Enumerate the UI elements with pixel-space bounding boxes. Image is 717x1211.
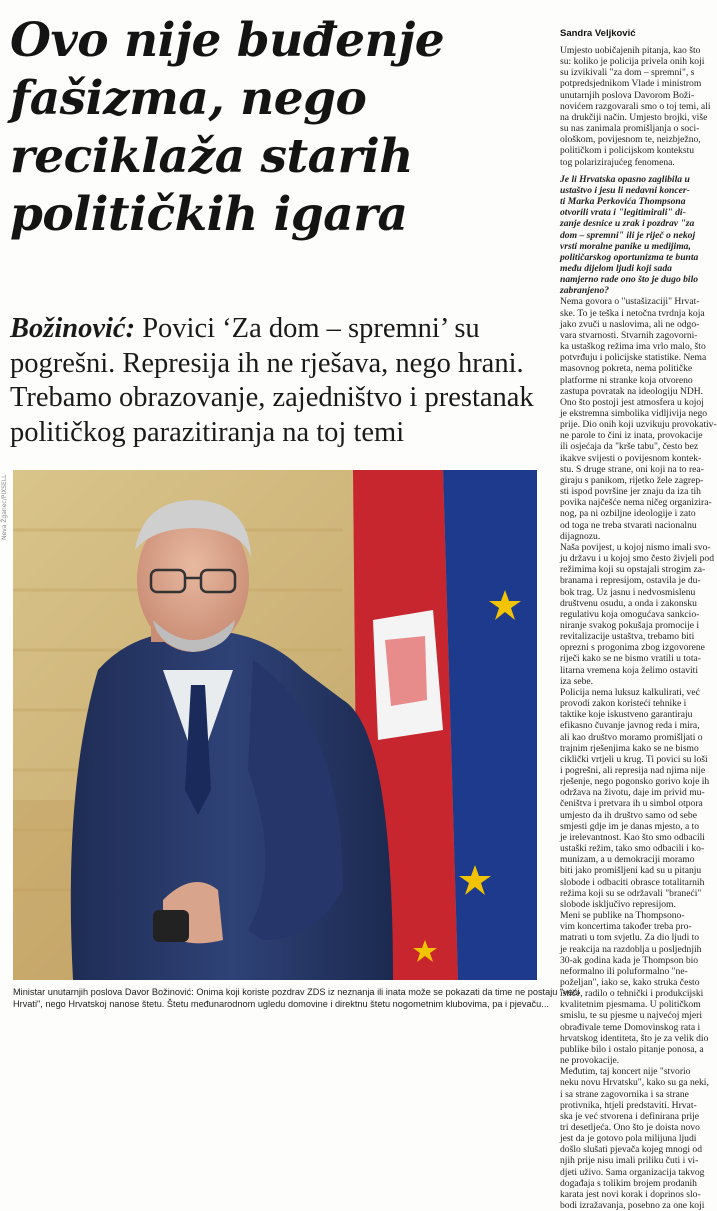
article-line: litarna vremena koja želimo ostaviti xyxy=(560,664,698,676)
article-line: i pogrešni, ali represija nad njima nije xyxy=(560,765,706,776)
article-line: otvorili vrata i "legitimirali" di- xyxy=(560,207,686,219)
article-line: među dijelom ljudi koji sada xyxy=(560,262,672,274)
article-line: platforme ni stranke koja otvoreno xyxy=(560,374,693,386)
article-line: ne parole to čini iz inata, provokacije xyxy=(560,430,703,442)
article-line: riječi kako se ne bismo vratili u tota- xyxy=(560,653,701,665)
article-line: povika najčešće nema ničeg organizira- xyxy=(560,497,712,509)
article-line: biti jako promišljeni kad su u pitanju xyxy=(560,865,702,877)
article-line: vrsti moralne panike u medijima, xyxy=(560,240,691,252)
article-line: čeništva i pretvara ih u simbol otpora xyxy=(560,798,703,810)
article-line: zanje desnice u zrak i pozdrav "za xyxy=(560,218,695,230)
article-line: bodi izražavanja, posebno za one koji xyxy=(560,1200,705,1211)
deck-line: političkog parazitiranja na toj temi xyxy=(10,416,405,448)
article-line: jest da je gotovo pola milijuna ljudi xyxy=(560,1133,697,1145)
article-line: ske. To je teška i netočna tvrdnja koja xyxy=(560,307,705,319)
article-line: dom – spremni" ili je riječ o nekoj xyxy=(560,229,696,241)
article-line: novićem razgovarali smo o toj temi, ali xyxy=(560,100,711,112)
article-line: namjerno rade ono što je dugo bilo xyxy=(560,274,699,286)
article-line: hrvatskog identiteta, što je za velik dio xyxy=(560,1032,709,1044)
article-line: kvalitetnim pjesmama. U političkom xyxy=(560,999,701,1011)
article-line: ne provokacije. xyxy=(560,1055,620,1067)
article-line: 30-ak godina kada je Thompson bio xyxy=(560,954,699,966)
article-line: Umjesto uobičajenih pitanja, kao što xyxy=(560,45,701,56)
article-line: tog polarizirajućeg fenomena. xyxy=(560,156,675,168)
article-line: vim koncertima također treba pro- xyxy=(560,921,692,933)
article-line: matrati u tom svjetlu. Za dio ljudi to xyxy=(560,932,700,944)
article-line: nog, pa ni ozbiljne ideologije i zato xyxy=(560,508,696,520)
byline: Sandra Veljković xyxy=(560,28,636,39)
article-line: protivnika, htjeli predstaviti. Hrvat- xyxy=(560,1099,697,1111)
article-line: munizam, a u demokraciji moramo xyxy=(560,854,695,866)
article-line: trajnim rješenjima kako se ne bismo xyxy=(560,742,699,754)
article-line: taktike koje iskustveno garantiraju xyxy=(560,709,693,721)
article-line: ili osjećaja da "krše tabu", često bez xyxy=(560,441,699,453)
article-line: slobode i odbaciti obrasce totalitarnih xyxy=(560,876,705,888)
article-line: dijagnozu. xyxy=(560,530,601,542)
article-line: ka ustaškog režima ima vrlo malo, što xyxy=(560,341,706,353)
article-line: održava na životu, daje im privid mu- xyxy=(560,787,705,799)
article-line: je ekstremna simbolika vidljivija nego xyxy=(560,408,708,419)
article-line: potvrđuju i policijske statistike. Nema xyxy=(560,352,707,364)
article-line: došlo slušati pjevača kojeg mnogi od xyxy=(560,1144,703,1156)
article-line: ološkom, povijesnom te, neizbježno, xyxy=(560,134,701,146)
article-body xyxy=(560,45,717,1211)
article-line: su izvikivali "za dom – spremni", s xyxy=(560,67,695,79)
article-line: masovnog pokreta, nema političke xyxy=(560,363,693,375)
deck-line: pogrešni. Represija ih ne rješava, nego hrani. xyxy=(10,347,524,379)
article-line: provodi zakon koristeći tehnike i xyxy=(560,698,687,710)
article-line: neku novu Hrvatsku", kako su ga neki, xyxy=(560,1077,709,1089)
article-line: umjesto da ih društvo samo od sebe xyxy=(560,809,697,821)
deck-line: Trebamo obrazovanje, zajedništvo i prestanak xyxy=(10,382,534,413)
article-line: rješenje, nego pogonsko gorivo koje ih xyxy=(560,776,710,788)
article-line: neformalno ili poluformalno "ne- xyxy=(560,965,688,977)
article-line: iza sebe. xyxy=(560,675,594,687)
article-line: njih prije nisu imali priliku čuti i vi- xyxy=(560,1155,699,1167)
article-line: događaja s tolikim brojem prodanih xyxy=(560,1177,697,1189)
article-line: efikasno čuvanje javnog reda i mira, xyxy=(560,720,700,732)
caption-line: Hrvati", nego Hrvatskoj nanose štetu. Štetu međunarodnom ugledu domovine i direktnu štetu nogometnim klubovima, pa i pjevaču... xyxy=(13,999,549,1009)
article-line: Naša povijest, u kojoj nismo imali svo- xyxy=(560,541,711,553)
article-intro xyxy=(560,45,711,168)
article-line: Ono što postoji jest atmosfera u kojoj xyxy=(560,396,704,408)
article-line: Meni se publike na Thompsono- xyxy=(560,910,685,922)
article-line: branama i represijom, ostavila je du- xyxy=(560,575,701,587)
article-line: potpredsjednikom Vlade i ministrom xyxy=(560,78,702,90)
article-line: zastupa povratak na ideologiju NDH. xyxy=(560,385,704,397)
article-line: ju državu i u kojoj smo često živjeli pod xyxy=(560,553,715,565)
article-line: na drukčiji način. Umjesto brojki, više xyxy=(560,111,708,123)
article-line: Međutim, taj koncert nije "stvorio xyxy=(560,1066,691,1078)
article-line: ustaštvo i jesu li nedavni koncer- xyxy=(560,184,690,196)
photo-illustration xyxy=(13,470,537,980)
article-line: političkom i policijskom kontekstu xyxy=(560,145,695,157)
article-line: ciklički vrtjeli u krug. Ti povici su loši xyxy=(560,753,708,765)
deck-text: Povici ‘Za dom – spremni’ su xyxy=(135,313,480,344)
article-line: ska je već stvorena i definirana prije xyxy=(560,1110,700,1122)
article-line: obrađivale teme Domovinskog rata i xyxy=(560,1021,701,1033)
headline xyxy=(10,12,545,244)
article-line: zabranjeno? xyxy=(560,285,610,297)
interview-answer xyxy=(560,296,717,1211)
article-line: sti ispod površine jer znaju da iza tih xyxy=(560,486,701,498)
article-line: su: koliko je policija privela onih koji xyxy=(560,56,705,68)
article-line: niranje svakog pokušaja promocije i xyxy=(560,619,700,631)
article-line: ti Marka Perkovića Thompsona xyxy=(560,196,686,208)
article-line: vara stvarnosti. Stvarnih zagovorni- xyxy=(560,329,698,341)
article-line: društvenu osudu, a onda i zakonsku xyxy=(560,597,697,609)
headline-line: političkih igara xyxy=(10,187,408,242)
article-line: od toga ne treba stvarati nacionalnu xyxy=(560,519,697,531)
article-line: je reakcija na razdoblja u posljednjih xyxy=(560,943,702,955)
article-line: djeti uživo. Sama organizacija takvog xyxy=(560,1166,705,1178)
headline-line: fašizma, nego xyxy=(10,71,367,126)
photo-caption xyxy=(13,986,580,1010)
article-line: poželjan", iako se, kako struka često xyxy=(560,976,700,988)
news-photo xyxy=(13,470,537,980)
article-line: ali kao društvo moramo promišljati o xyxy=(560,731,703,743)
article-line: režima koji su se održavali "braneći" xyxy=(560,887,702,899)
article-line: giraju s panikom, rijetko žele zagrep- xyxy=(560,474,704,486)
article-line: smjesti gdje im je danas mjesto, a to xyxy=(560,820,700,832)
article-line: prije. Dio onih koji uzvikuju provokativ- xyxy=(560,419,717,431)
article-line: revitalizacije ustaštva, trebamo biti xyxy=(560,631,695,643)
article-line: Je li Hrvatska opasno zaglibila u xyxy=(560,173,690,185)
deck-line xyxy=(10,312,550,347)
caption-line: Ministar unutarnjih poslova Davor Božinović: Onima koji koriste pozdrav ZDS iz neznanja ili inata može se pokazati da time ne postaju "veći xyxy=(13,987,580,997)
article-line: su nas zanimala promišljanja o soci- xyxy=(560,123,700,135)
article-line: oprezni s progonima zbog izgovorene xyxy=(560,642,705,654)
headline-line: reciklaža starih xyxy=(10,129,413,184)
article-line: ikakve svijesti o povijesnom kontek- xyxy=(560,452,702,464)
article-line: regulativu koja omogućava sankcio- xyxy=(560,608,700,620)
article-line: slobode isključivo represijom. xyxy=(560,898,676,910)
article-line: ustaški režim, tako smo odbacili i ko- xyxy=(560,843,705,855)
article-line: političarskog oportunizma te bunta xyxy=(560,251,699,263)
deck-speaker: Božinović: xyxy=(10,313,136,344)
article-line: karata jest novi korak i doprinos slo- xyxy=(560,1188,701,1200)
article-line: i sa strane zagovornika i sa strane xyxy=(560,1088,689,1100)
article-line: smislu, te su pjesme u najvećoj mjeri xyxy=(560,1010,703,1022)
article-line: tri desetljeća. Ono što je doista novo xyxy=(560,1122,700,1133)
article-line: ističe, radilo o tehnički i produkcijski xyxy=(560,988,704,1000)
article-line: režimima koji su opstajali strogim za- xyxy=(560,564,706,576)
photo-credit: Neva Žganec/PIXSELL xyxy=(1,474,8,540)
headline-line: Ovo nije buđenje xyxy=(10,13,445,68)
article-line: jako zvuči u naslovima, ali ne odgo- xyxy=(560,318,700,330)
article-line: Policija nema luksuz kalkulirati, već xyxy=(560,686,700,698)
deck-subheadline xyxy=(10,312,550,450)
article-line: je irelevantnost. Kao što smo odbacili xyxy=(560,831,705,843)
article-line: unutarnjih poslova Davorom Boži- xyxy=(560,89,695,101)
article-line: stu. S druge strane, oni koji na to rea- xyxy=(560,463,704,475)
interview-question xyxy=(560,174,697,297)
article-line: bok trag. Uz jasnu i nedvosmislenu xyxy=(560,586,696,598)
article-line: Nema govora o "ustašizaciji" Hrvat- xyxy=(560,296,700,308)
article-line: publike bilo i ostalo pitanje ponosa, a xyxy=(560,1043,704,1055)
